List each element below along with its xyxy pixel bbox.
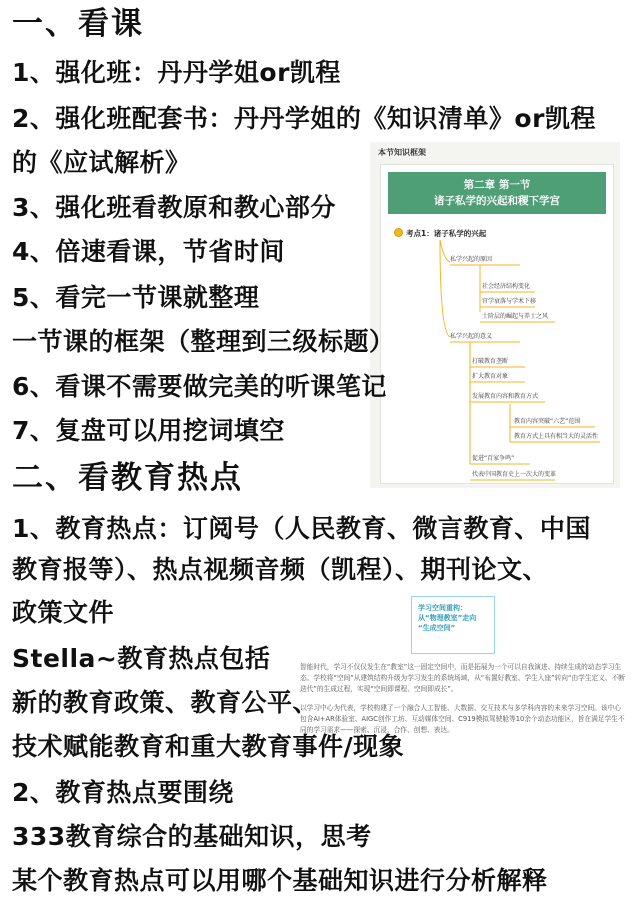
section1-item: 2、强化班配套书：丹丹学姐的《知识清单》or凯程 — [12, 104, 596, 133]
mindmap-meaning: 打破教育垄断 — [472, 358, 509, 365]
section2-heading: 二、看教育热点 — [12, 460, 243, 496]
section2-item: 技术赋能教育和重大教育事件/现象 — [12, 732, 405, 761]
mindmap-branch1: 私学兴起的原因 — [450, 256, 493, 263]
section2-item: Stella~教育热点包括 — [12, 644, 271, 673]
connector-branch1 — [440, 240, 450, 262]
mindmap-point-label: 考点1：诸子私学的兴起 — [406, 229, 487, 238]
section1-item: 6、看课不需要做完美的听课笔记 — [12, 372, 387, 401]
mindmap-header: 本节知识框架 — [378, 148, 426, 157]
mindmap-meaning: 扩大教育对象 — [472, 373, 509, 380]
mindmap-submeaning: 教育内容突破“六艺”范围 — [514, 418, 581, 425]
mindmap-meaning: 发展教育内容和教育方式 — [472, 393, 539, 400]
section1-heading: 一、看课 — [12, 6, 144, 42]
section2-item: 政策文件 — [12, 598, 115, 627]
section2-item: 2、教育热点要围绕 — [12, 778, 234, 807]
article-paragraph: 智能时代，学习不仅仅发生在“教室”这一固定空间中，而是拓展为一个可以自我演进、持续生成的动态学习生态。学校将“空间”从建筑结构升级为学习发生的系统场域，从“布置好教室、学生入座”转向“由学生定义、不断迭代”的生成过程，实现“空间即课程、空间即成长”。 — [300, 663, 625, 693]
mindmap-meaning: 代表中国教育史上一次大的变革 — [472, 471, 557, 478]
article-paragraph: 以学习中心为代表，学校构建了一个融合人工智能、大数据、交互技术与多学科内容的未来学习空间。该中心包含AI+AR体验室、AIGC创作工坊、互动媒体空间、C919模拟驾驶舱等10余个动态功能区，旨在满足学生不同的学习需求——探索、沉浸、合作、创想、表达。 — [300, 704, 625, 734]
section1-item: 1、强化班：丹丹学姐or凯程 — [12, 58, 341, 87]
section2-item: 1、教育热点：订阅号（人民教育、微言教育、中国 — [12, 514, 591, 543]
mindmap-reason: 士阶层的崛起与养士之风 — [482, 313, 549, 320]
article-card-line: “生成空间” — [418, 624, 456, 632]
mindmap-banner-line1: 第二章 第一节 — [463, 179, 531, 191]
section1-item: 4、倍速看课，节省时间 — [12, 237, 285, 266]
section2-item: 333教育综合的基础知识，思考 — [12, 822, 372, 851]
article-title-card — [411, 596, 495, 654]
section1-item: 5、看完一节课就整理 — [12, 283, 260, 312]
mindmap-reason: 官学衰落与学术下移 — [482, 298, 537, 305]
mindmap-branch2: 私学兴起的意义 — [450, 333, 493, 340]
section2-item: 教育报等）、热点视频音频（凯程）、期刊论文、 — [12, 555, 549, 584]
mindmap-banner-line2: 诸子私学的兴起和稷下学宫 — [434, 195, 560, 207]
mindmap-submeaning: 教育方式上具有相当大的灵活性 — [514, 433, 599, 440]
section1-item: 的《应试解析》 — [12, 148, 191, 177]
mindmap-figure — [370, 142, 620, 488]
section2-item: 新的教育政策、教育公平、 — [12, 688, 319, 717]
section1-item: 7、复盘可以用挖词填空 — [12, 416, 285, 445]
article-card-line: 从“物理教室”走向 — [418, 614, 477, 622]
section1-item: 一节课的框架（整理到三级标题） — [12, 327, 395, 356]
connector-branch2 — [440, 240, 450, 337]
section2-item: 某个教育热点可以用哪个基础知识进行分析解释 — [12, 866, 548, 895]
mindmap-reason: 社会经济结构变化 — [482, 283, 531, 290]
mindmap-meaning: 促进“百家争鸣” — [472, 455, 515, 462]
section1-item: 3、强化班看教原和教心部分 — [12, 193, 336, 222]
article-card-line: 学习空间重构： — [418, 604, 467, 612]
